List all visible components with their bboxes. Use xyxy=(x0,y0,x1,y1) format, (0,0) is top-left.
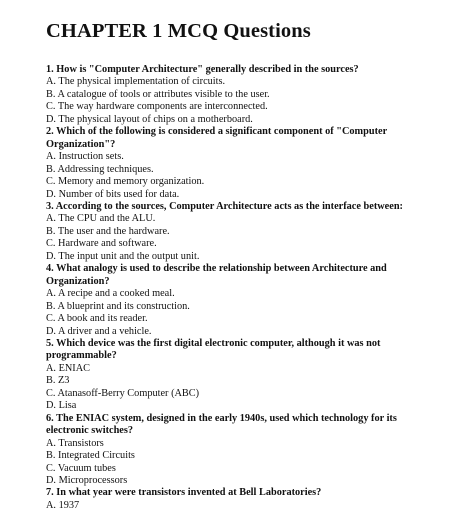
option-a: A. 1937 xyxy=(46,499,80,511)
option-a: A. ENIAC xyxy=(46,362,91,374)
option-a: A. The CPU and the ALU. xyxy=(46,213,156,225)
option-d: D. Number of bits used for data. xyxy=(46,188,180,200)
option-a: A. A recipe and a cooked meal. xyxy=(46,288,175,300)
option-a: A. The physical implementation of circuits. xyxy=(46,76,226,88)
question-text: 6. The ENIAC system, designed in the early 1940s, used which technology for its electronic switches? xyxy=(46,412,397,437)
option-c: C. Vacuum tubes xyxy=(46,462,116,474)
option-a: A. Transistors xyxy=(46,437,104,449)
question-text: 5. Which device was the first digital electronic computer, although it was not programmable? xyxy=(46,337,381,362)
option-d: D. Lisa xyxy=(46,400,77,412)
option-b: B. Addressing techniques. xyxy=(46,163,154,175)
question-text: 2. Which of the following is considered a significant component of "Computer Organization"? xyxy=(46,126,387,150)
question-list xyxy=(46,64,429,512)
option-b: B. Integrated Circuits xyxy=(46,450,135,462)
question-text: 1. How is "Computer Architecture" generally described in the sources? xyxy=(46,64,359,75)
option-c: C. Memory and memory organization. xyxy=(46,176,205,188)
option-c: C. Hardware and software. xyxy=(46,238,157,250)
option-c: C. A book and its reader. xyxy=(46,313,148,325)
question-2 xyxy=(46,126,429,201)
option-a: A. Instruction sets. xyxy=(46,151,124,163)
question-4 xyxy=(46,263,429,338)
question-5 xyxy=(46,338,429,413)
option-b: B. Z3 xyxy=(46,375,70,387)
option-b: B. A blueprint and its construction. xyxy=(46,300,190,312)
option-c: C. The way hardware components are interconnected. xyxy=(46,101,268,113)
question-6 xyxy=(46,413,429,488)
question-3 xyxy=(46,201,429,263)
question-7 xyxy=(46,487,429,512)
option-d: D. The input unit and the output unit. xyxy=(46,250,200,262)
option-d: D. Microprocessors xyxy=(46,474,128,486)
option-c: C. Atanasoff-Berry Computer (ABC) xyxy=(46,387,200,399)
question-text: 7. In what year were transistors invented at Bell Laboratories? xyxy=(46,487,322,499)
question-1 xyxy=(46,64,429,126)
option-d: D. A driver and a vehicle. xyxy=(46,325,152,337)
option-b: B. A catalogue of tools or attributes visible to the user. xyxy=(46,88,270,100)
question-text: 3. According to the sources, Computer Architecture acts as the interface between: xyxy=(46,200,403,212)
page-title: CHAPTER 1 MCQ Questions xyxy=(46,20,311,42)
option-b: B. The user and the hardware. xyxy=(46,225,170,237)
option-d: D. The physical layout of chips on a motherboard. xyxy=(46,113,253,125)
question-text: 4. What analogy is used to describe the relationship between Architecture and Organization? xyxy=(46,263,387,287)
